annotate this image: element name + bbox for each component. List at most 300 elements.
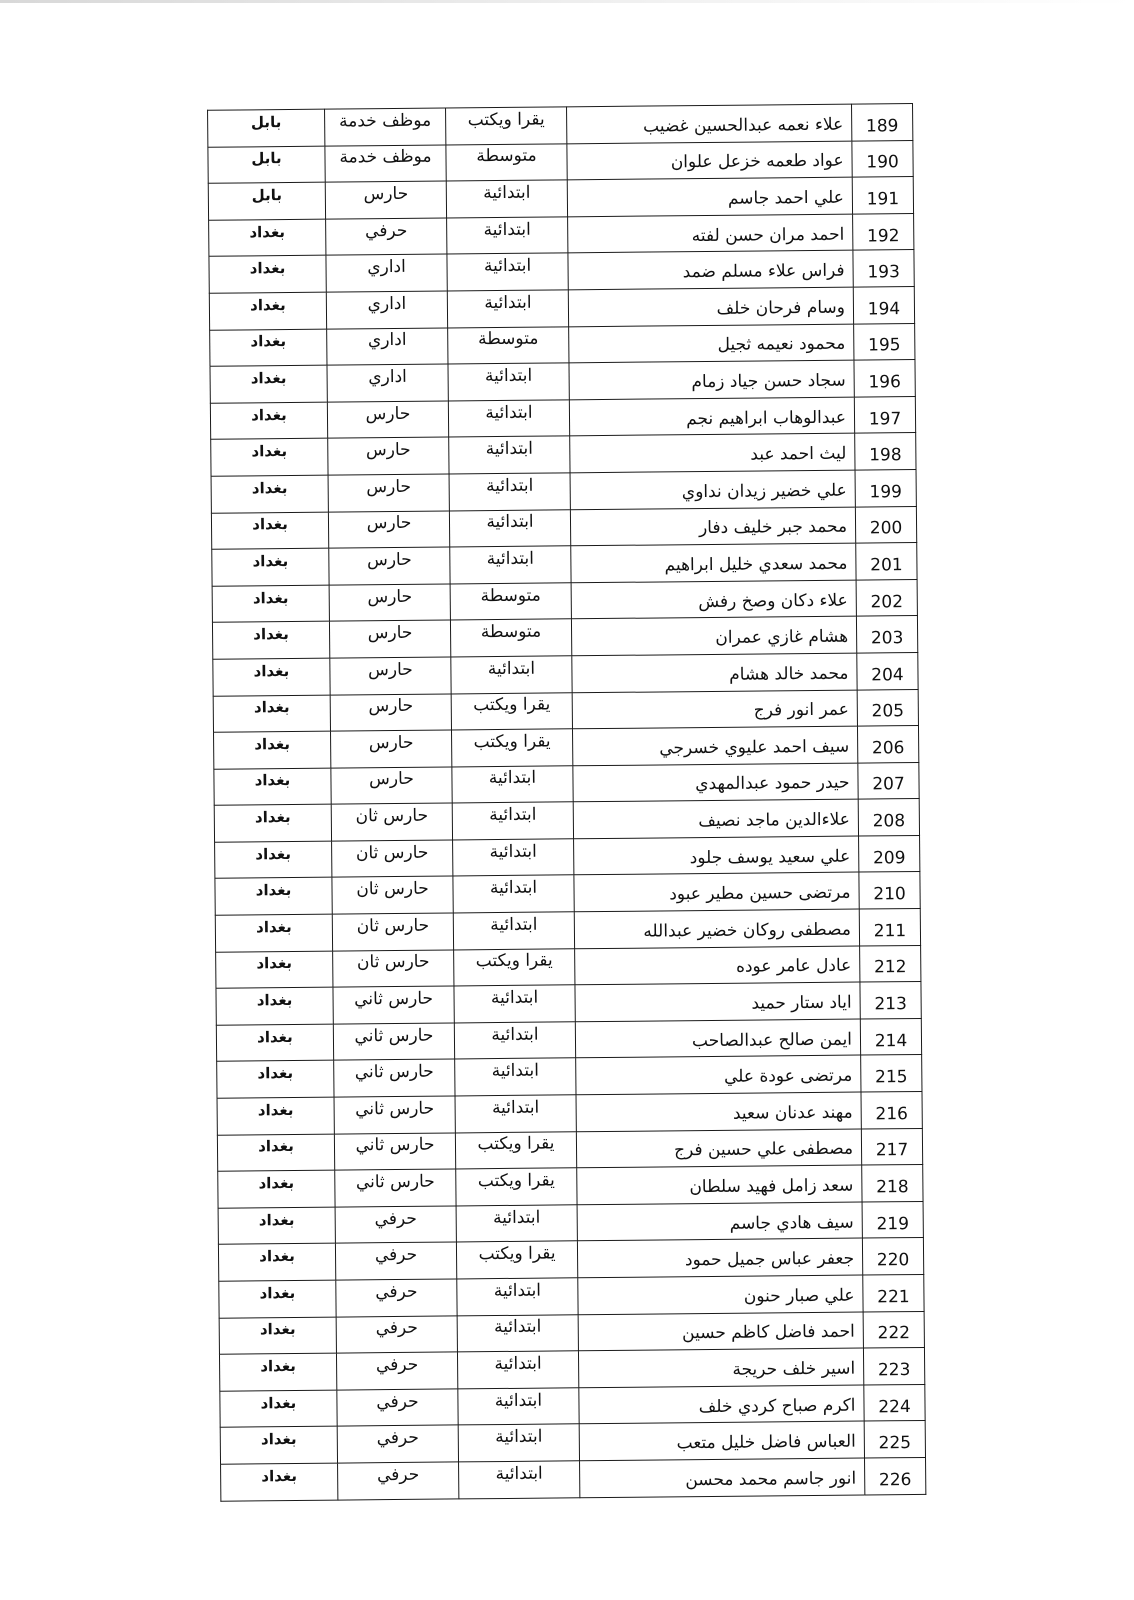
employee-name: احمد مران حسن لفته bbox=[691, 224, 845, 246]
job-title: حارس ثاني bbox=[355, 1171, 435, 1193]
row-number: 195 bbox=[867, 335, 901, 356]
education-cell bbox=[451, 656, 572, 694]
education-level: ابتدائية bbox=[494, 1353, 542, 1375]
education-level: متوسطة bbox=[477, 328, 539, 350]
education-cell bbox=[450, 546, 571, 584]
governorate-cell bbox=[211, 475, 328, 513]
education-level: ابتدائية bbox=[491, 1097, 540, 1118]
governorate: بغداد bbox=[259, 1247, 295, 1266]
job-title: اداري bbox=[367, 257, 406, 278]
education-cell bbox=[455, 1058, 576, 1096]
education-cell bbox=[449, 473, 570, 511]
employee-name: وسام فرحان خلف bbox=[716, 297, 846, 319]
employee-name: مرتضى حسين مطير عبود bbox=[669, 882, 851, 905]
education-level: ابتدائية bbox=[489, 841, 537, 862]
education-cell bbox=[450, 583, 571, 621]
name-cell bbox=[576, 1055, 861, 1094]
job-title: حارس ثان bbox=[355, 842, 429, 864]
roster-table bbox=[207, 103, 926, 1501]
education-cell bbox=[446, 143, 567, 181]
education-cell bbox=[446, 107, 567, 145]
education-cell bbox=[456, 1241, 577, 1279]
education-level: متوسطة bbox=[476, 146, 537, 167]
governorate-cell bbox=[215, 914, 332, 952]
job-cell bbox=[328, 511, 449, 549]
education-level: يقرا ويكتب bbox=[475, 950, 553, 972]
row-number-cell bbox=[863, 1348, 924, 1385]
row-number: 208 bbox=[872, 811, 906, 832]
governorate: بغداد bbox=[261, 1466, 298, 1486]
education-cell bbox=[457, 1314, 578, 1352]
education-level: ابتدائية bbox=[495, 1463, 543, 1484]
education-level: يقرا ويكتب bbox=[467, 109, 545, 131]
job-title: موظف خدمة bbox=[339, 147, 432, 168]
governorate-cell bbox=[220, 1390, 337, 1428]
job-title: حارس bbox=[366, 476, 412, 497]
employee-name: مصطفى روكان خضير عبدالله bbox=[643, 919, 852, 942]
governorate: بغداد bbox=[255, 881, 292, 900]
employee-name: محمد سعدي خليل ابراهيم bbox=[664, 553, 848, 576]
row-number-cell bbox=[853, 250, 914, 287]
education-level: ابتدائية bbox=[493, 1280, 542, 1301]
row-number-cell bbox=[864, 1384, 925, 1421]
education-cell bbox=[454, 985, 575, 1023]
education-cell bbox=[453, 912, 574, 950]
governorate-cell bbox=[214, 804, 331, 842]
education-cell bbox=[451, 692, 572, 730]
governorate: بغداد bbox=[257, 1100, 294, 1120]
education-cell bbox=[449, 509, 570, 547]
row-number: 222 bbox=[877, 1323, 911, 1344]
name-cell bbox=[569, 324, 854, 363]
job-title: حرفي bbox=[375, 1318, 418, 1339]
employee-name: اكرم صباح كردي خلف bbox=[698, 1395, 856, 1417]
row-number-cell bbox=[856, 616, 917, 653]
row-number: 199 bbox=[869, 481, 903, 503]
governorate: بغداد bbox=[251, 405, 287, 424]
row-number: 219 bbox=[876, 1213, 910, 1235]
row-number-cell bbox=[857, 726, 918, 763]
row-number-cell bbox=[862, 1165, 923, 1202]
job-cell bbox=[337, 1389, 458, 1427]
governorate: بغداد bbox=[250, 332, 287, 351]
governorate: بابل bbox=[251, 186, 283, 205]
education-level: ابتدائية bbox=[483, 219, 531, 240]
education-level: متوسطة bbox=[480, 585, 541, 606]
job-title: حارس ثاني bbox=[354, 988, 434, 1010]
name-cell bbox=[575, 1019, 860, 1058]
name-cell bbox=[572, 726, 857, 765]
row-number: 204 bbox=[871, 664, 904, 686]
job-title: اداري bbox=[367, 293, 407, 315]
row-number: 196 bbox=[868, 372, 901, 393]
education-level: ابتدائية bbox=[490, 987, 539, 1009]
governorate: بغداد bbox=[251, 442, 288, 461]
governorate: بابل bbox=[251, 149, 282, 168]
employee-name: هشام غازي عمران bbox=[715, 626, 849, 649]
education-cell bbox=[447, 253, 568, 291]
name-cell bbox=[574, 836, 859, 875]
governorate: بغداد bbox=[258, 1174, 295, 1193]
job-cell bbox=[329, 620, 450, 658]
governorate: بغداد bbox=[255, 917, 292, 937]
education-cell bbox=[455, 1095, 576, 1133]
employee-name: ليث احمد عبد bbox=[750, 443, 847, 465]
governorate: بغداد bbox=[253, 625, 289, 644]
job-title: حارس bbox=[366, 513, 412, 534]
governorate-cell bbox=[211, 438, 328, 476]
job-cell bbox=[327, 364, 448, 402]
job-title: حرفي bbox=[374, 1208, 417, 1229]
row-number: 211 bbox=[873, 920, 907, 942]
employee-name: عمر انور فرج bbox=[753, 699, 849, 721]
governorate-cell bbox=[208, 146, 325, 184]
name-cell bbox=[576, 1129, 861, 1168]
governorate-cell bbox=[219, 1280, 336, 1318]
row-number: 224 bbox=[878, 1396, 911, 1417]
employee-name: سيف هادي جاسم bbox=[729, 1212, 854, 1234]
education-level: ابتدائية bbox=[485, 402, 533, 423]
row-number: 214 bbox=[874, 1030, 908, 1052]
education-level: ابتدائية bbox=[483, 255, 532, 277]
job-cell bbox=[333, 986, 454, 1024]
education-level: ابتدائية bbox=[491, 1060, 539, 1082]
governorate-cell bbox=[211, 512, 328, 550]
governorate: بغداد bbox=[254, 734, 291, 754]
employee-name: مرتضى عودة علي bbox=[723, 1065, 853, 1088]
governorate-cell bbox=[213, 658, 330, 696]
row-number-cell bbox=[856, 579, 917, 616]
employee-name: اسير خلف حريجة bbox=[732, 1358, 856, 1380]
education-level: يقرا ويكتب bbox=[473, 694, 551, 716]
governorate: بغداد bbox=[253, 661, 290, 681]
row-number-cell bbox=[854, 396, 915, 433]
employee-name: علاءالدين ماجد نصيف bbox=[698, 809, 850, 832]
job-cell bbox=[335, 1169, 456, 1207]
job-title: حارس ثان bbox=[355, 805, 429, 827]
employee-name: سيف احمد عليوي خسرجي bbox=[659, 736, 850, 759]
education-level: ابتدائية bbox=[494, 1390, 543, 1411]
row-number-cell bbox=[864, 1421, 925, 1458]
education-cell bbox=[452, 765, 573, 803]
governorate: بغداد bbox=[250, 368, 287, 388]
job-title: حرفي bbox=[376, 1427, 419, 1449]
education-level: يقرا ويكتب bbox=[477, 1170, 555, 1192]
name-cell bbox=[568, 214, 853, 253]
name-cell bbox=[567, 177, 852, 216]
education-cell bbox=[452, 802, 573, 840]
name-cell bbox=[574, 873, 859, 912]
education-cell bbox=[448, 400, 569, 438]
row-number: 190 bbox=[866, 152, 899, 173]
name-cell bbox=[569, 397, 854, 436]
name-cell bbox=[569, 360, 854, 399]
row-number: 212 bbox=[873, 957, 907, 978]
row-number: 198 bbox=[869, 445, 902, 466]
job-title: حرفي bbox=[365, 220, 408, 241]
job-cell bbox=[328, 437, 449, 475]
job-cell bbox=[330, 657, 451, 695]
education-cell bbox=[453, 875, 574, 913]
job-cell bbox=[335, 1242, 456, 1280]
education-cell bbox=[457, 1351, 578, 1389]
row-number-cell bbox=[853, 286, 914, 323]
job-cell bbox=[332, 876, 453, 914]
row-number-cell bbox=[863, 1311, 924, 1348]
governorate-cell bbox=[216, 987, 333, 1025]
education-level: ابتدائية bbox=[489, 877, 538, 899]
education-level: ابتدائية bbox=[494, 1317, 542, 1338]
employee-name: انور جاسم محمد محسن bbox=[685, 1468, 857, 1491]
governorate: بغداد bbox=[259, 1320, 296, 1339]
education-cell bbox=[447, 217, 568, 255]
education-cell bbox=[458, 1388, 579, 1426]
roster-table-body bbox=[208, 104, 926, 1501]
education-cell bbox=[457, 1278, 578, 1316]
name-cell bbox=[575, 982, 860, 1021]
row-number: 206 bbox=[871, 738, 905, 759]
row-number-cell bbox=[859, 835, 920, 872]
job-title: حارس bbox=[365, 403, 411, 424]
employee-name: مهند عدنان سعيد bbox=[732, 1102, 853, 1124]
governorate-cell bbox=[216, 951, 333, 989]
row-number: 202 bbox=[870, 591, 904, 612]
job-title: اداري bbox=[368, 366, 407, 388]
education-level: ابتدائية bbox=[485, 475, 534, 496]
name-cell bbox=[570, 433, 855, 472]
name-cell bbox=[567, 104, 852, 143]
row-number-cell bbox=[853, 213, 914, 250]
row-number: 191 bbox=[866, 189, 900, 210]
education-cell bbox=[449, 436, 570, 474]
education-level: ابتدائية bbox=[486, 511, 534, 533]
name-cell bbox=[573, 799, 858, 838]
governorate-cell bbox=[213, 695, 330, 733]
governorate: بغداد bbox=[258, 1210, 295, 1229]
governorate: بغداد bbox=[250, 295, 286, 315]
name-cell bbox=[571, 580, 856, 619]
governorate-cell bbox=[219, 1317, 336, 1355]
employee-name: عادل عامر عوده bbox=[735, 956, 852, 978]
employee-name: علي صبار حنون bbox=[743, 1285, 855, 1307]
job-cell bbox=[337, 1425, 458, 1463]
row-number: 210 bbox=[873, 884, 906, 905]
job-title: حارس ثاني bbox=[354, 1061, 434, 1083]
governorate: بابل bbox=[250, 112, 282, 132]
row-number-cell bbox=[852, 104, 913, 141]
education-level: ابتدائية bbox=[489, 804, 537, 826]
name-cell bbox=[572, 653, 857, 692]
job-cell bbox=[327, 401, 448, 439]
job-cell bbox=[336, 1316, 457, 1354]
job-cell bbox=[333, 950, 454, 988]
education-level: ابتدائية bbox=[491, 1024, 539, 1045]
education-cell bbox=[459, 1461, 580, 1499]
job-cell bbox=[326, 291, 447, 329]
job-cell bbox=[331, 803, 452, 841]
row-number: 221 bbox=[877, 1286, 910, 1308]
employee-name: محمود نعيمه ثجيل bbox=[717, 334, 846, 356]
name-cell bbox=[578, 1312, 863, 1351]
governorate-cell bbox=[209, 219, 326, 257]
job-cell bbox=[325, 181, 446, 219]
governorate-cell bbox=[216, 1024, 333, 1062]
row-number: 225 bbox=[878, 1433, 912, 1454]
row-number: 200 bbox=[869, 518, 903, 539]
job-cell bbox=[325, 108, 446, 146]
row-number: 223 bbox=[877, 1360, 911, 1381]
name-cell bbox=[574, 909, 859, 948]
row-number-cell bbox=[860, 945, 921, 982]
education-cell bbox=[450, 619, 571, 657]
job-cell bbox=[327, 328, 448, 366]
governorate: بغداد bbox=[256, 954, 293, 973]
name-cell bbox=[571, 616, 856, 655]
governorate: بغداد bbox=[252, 551, 289, 571]
name-cell bbox=[580, 1458, 865, 1497]
row-number: 215 bbox=[875, 1067, 908, 1088]
governorate-cell bbox=[214, 768, 331, 806]
education-level: ابتدائية bbox=[487, 658, 536, 679]
governorate: بغداد bbox=[260, 1430, 297, 1449]
job-cell bbox=[334, 1133, 455, 1171]
job-title: حارس ثاني bbox=[354, 1025, 434, 1047]
row-number: 201 bbox=[870, 555, 903, 576]
governorate-cell bbox=[218, 1244, 335, 1282]
scan-edge-line bbox=[0, 0, 1134, 3]
name-cell bbox=[576, 1092, 861, 1131]
education-level: ابتدائية bbox=[483, 182, 531, 204]
job-title: حارس bbox=[368, 732, 414, 754]
employee-name: عبدالوهاب ابراهيم نجم bbox=[686, 407, 847, 429]
job-cell bbox=[329, 547, 450, 585]
job-title: حارس ثان bbox=[356, 915, 430, 937]
education-level: يقرا ويكتب bbox=[478, 1243, 556, 1265]
row-number: 207 bbox=[872, 774, 905, 795]
governorate: بغداد bbox=[249, 259, 286, 278]
education-cell bbox=[448, 326, 569, 364]
job-title: موظف خدمة bbox=[339, 110, 432, 132]
row-number: 189 bbox=[865, 115, 899, 137]
job-title: حارس bbox=[369, 769, 414, 790]
row-number-cell bbox=[861, 1128, 922, 1165]
job-cell bbox=[331, 767, 452, 805]
employee-name: اياد ستار حميد bbox=[751, 992, 852, 1014]
employee-name: علاء نعمه عبدالحسين غضيب bbox=[642, 114, 844, 137]
governorate: بغداد bbox=[259, 1283, 296, 1303]
job-cell bbox=[338, 1462, 459, 1500]
employee-name: جعفر عباس جميل حمود bbox=[684, 1248, 855, 1271]
education-cell bbox=[448, 363, 569, 401]
row-number: 192 bbox=[866, 225, 900, 247]
governorate-cell bbox=[218, 1170, 335, 1208]
job-cell bbox=[331, 730, 452, 768]
row-number-cell bbox=[863, 1274, 924, 1311]
governorate: بغداد bbox=[257, 1064, 294, 1083]
employee-name: سجاد حسن جياد زمام bbox=[691, 370, 846, 393]
governorate-cell bbox=[217, 1134, 334, 1172]
governorate-cell bbox=[210, 365, 327, 403]
row-number-cell bbox=[860, 1018, 921, 1055]
row-number-cell bbox=[858, 799, 919, 836]
row-number-cell bbox=[858, 762, 919, 799]
job-cell bbox=[334, 1059, 455, 1097]
name-cell bbox=[575, 946, 860, 985]
employee-name: حيدر حمود عبدالمهدي bbox=[695, 773, 850, 795]
name-cell bbox=[577, 1238, 862, 1277]
governorate-cell bbox=[220, 1426, 337, 1464]
education-cell bbox=[455, 1131, 576, 1169]
row-number-cell bbox=[862, 1201, 923, 1238]
governorate-cell bbox=[214, 731, 331, 769]
job-cell bbox=[332, 840, 453, 878]
row-number: 220 bbox=[876, 1250, 910, 1271]
employee-name: علي خضير زيدان نداوي bbox=[681, 480, 847, 502]
education-level: ابتدائية bbox=[484, 365, 533, 387]
row-number-cell bbox=[857, 652, 918, 689]
job-cell bbox=[326, 218, 447, 256]
job-title: حرفي bbox=[375, 1354, 419, 1376]
governorate: بغداد bbox=[256, 991, 293, 1010]
governorate-cell bbox=[219, 1353, 336, 1391]
job-title: حارس bbox=[368, 696, 414, 717]
job-title: حارس ثان bbox=[356, 952, 430, 973]
name-cell bbox=[578, 1348, 863, 1387]
row-number-cell bbox=[855, 506, 916, 543]
row-number-cell bbox=[854, 360, 915, 397]
governorate-cell bbox=[212, 585, 329, 623]
job-title: حرفي bbox=[376, 1391, 419, 1412]
governorate: بغداد bbox=[258, 1137, 294, 1156]
job-title: حارس ثان bbox=[356, 878, 429, 900]
education-level: ابتدائية bbox=[488, 768, 537, 789]
row-number-cell bbox=[852, 140, 913, 177]
education-level: ابتدائية bbox=[486, 548, 535, 570]
education-level: ابتدائية bbox=[490, 914, 538, 935]
governorate: بغداد bbox=[252, 588, 289, 607]
row-number-cell bbox=[852, 177, 913, 214]
education-cell bbox=[453, 839, 574, 877]
governorate: بغداد bbox=[260, 1356, 296, 1376]
education-cell bbox=[446, 180, 567, 218]
job-title: حارس bbox=[365, 439, 411, 461]
employee-name: ايمن صالح عبدالصاحب bbox=[691, 1029, 853, 1051]
job-title: اداري bbox=[367, 330, 407, 351]
employee-name: مصطفى علي حسين فرج bbox=[673, 1139, 854, 1161]
row-number: 205 bbox=[871, 701, 905, 722]
name-cell bbox=[579, 1421, 864, 1460]
row-number-cell bbox=[856, 543, 917, 580]
name-cell bbox=[568, 250, 853, 289]
education-level: يقرا ويكتب bbox=[473, 731, 551, 753]
governorate-cell bbox=[209, 256, 326, 294]
education-level: ابتدائية bbox=[484, 292, 532, 313]
employee-name: احمد فاضل كاظم حسين bbox=[682, 1322, 855, 1344]
row-number: 197 bbox=[868, 408, 902, 429]
education-level: متوسطة bbox=[480, 621, 542, 643]
governorate: بغداد bbox=[252, 515, 288, 534]
row-number-cell bbox=[857, 689, 918, 726]
job-title: حارس bbox=[367, 586, 413, 607]
name-cell bbox=[568, 287, 853, 326]
row-number: 209 bbox=[872, 847, 906, 869]
name-cell bbox=[571, 543, 856, 582]
row-number-cell bbox=[859, 872, 920, 909]
row-number-cell bbox=[865, 1457, 926, 1494]
governorate: بغداد bbox=[255, 844, 292, 864]
row-number-cell bbox=[861, 1091, 922, 1128]
governorate: بغداد bbox=[253, 698, 290, 717]
